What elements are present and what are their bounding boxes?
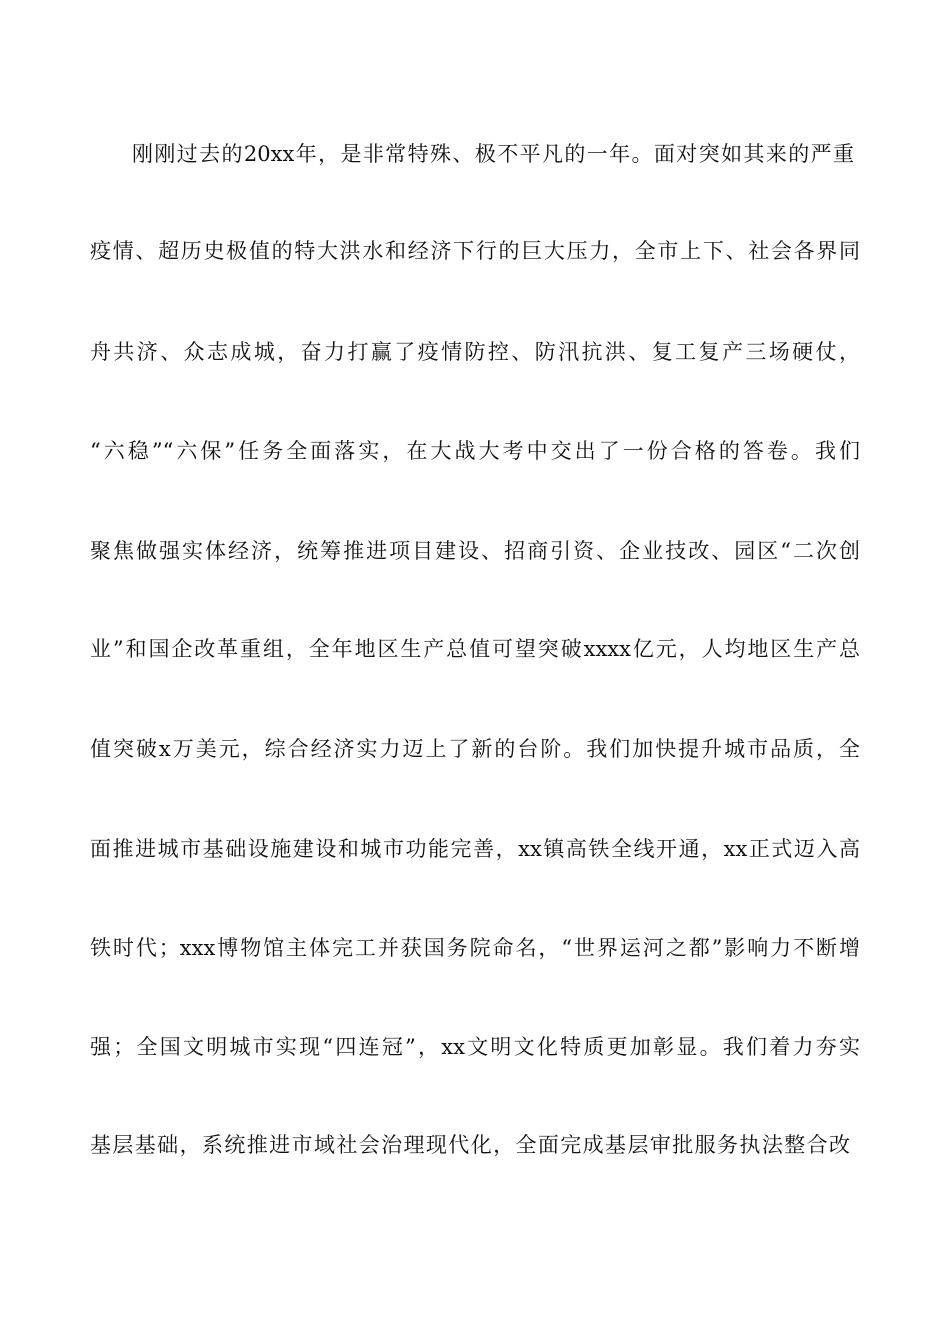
paragraph-line-5: 聚焦做强实体经济，统筹推进项目建设、招商引资、企业技改、园区“二次创 [90,539,860,563]
paragraph-line-6: 业”和国企改革重组，全年地区生产总值可望突破xxxx亿元，人均地区生产总 [90,637,860,661]
paragraph-line-9: 铁时代；xxx博物馆主体完工并获国务院命名，“世界运河之都”影响力不断增 [90,936,860,960]
paragraph-line-4: “六稳”“六保”任务全面落实，在大战大考中交出了一份合格的答卷。我们 [90,439,860,463]
paragraph-line-8: 面推进城市基础设施建设和城市功能完善，xx镇高铁全线开通，xx正式迈入高 [90,837,860,861]
paragraph-line-7: 值突破x万美元，综合经济实力迈上了新的台阶。我们加快提升城市品质，全 [90,737,860,761]
paragraph-line-1: 刚刚过去的20xx年，是非常特殊、极不平凡的一年。面对突如其来的严重 [132,142,854,166]
paragraph-line-3: 舟共济、众志成城，奋力打赢了疫情防控、防汛抗洪、复工复产三场硬仗， [90,340,860,364]
paragraph-line-10: 强；全国文明城市实现“四连冠”，xx文明文化特质更加彰显。我们着力夯实 [90,1035,860,1059]
paragraph-line-2: 疫情、超历史极值的特大洪水和经济下行的巨大压力，全市上下、社会各界同 [90,239,860,263]
paragraph-line-11: 基层基础，系统推进市域社会治理现代化，全面完成基层审批服务执法整合改 [90,1133,850,1157]
